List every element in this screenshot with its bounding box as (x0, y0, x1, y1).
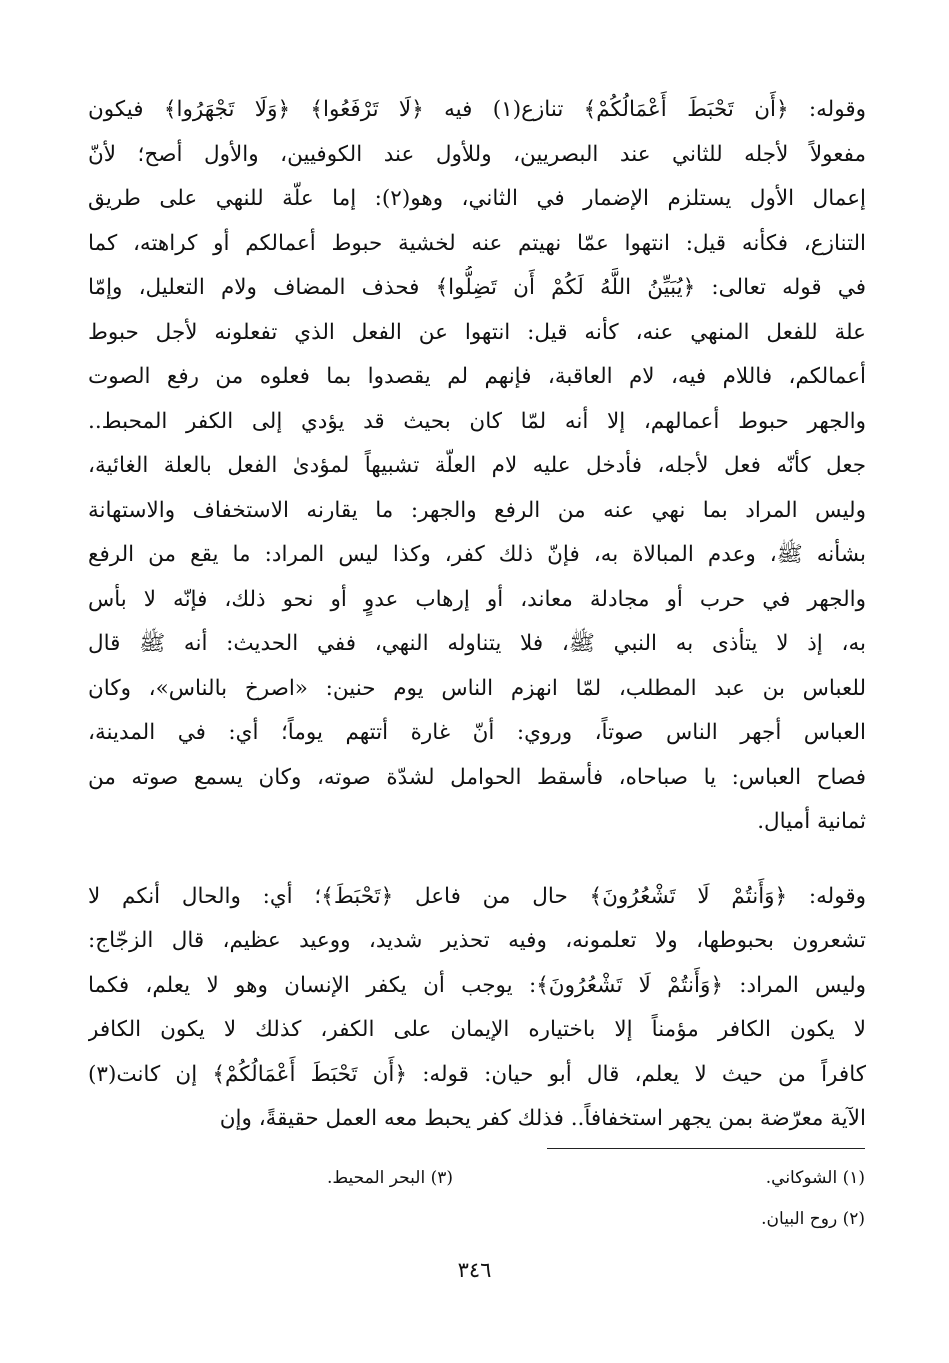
text-line: العباس أجهر الناس صوتاً، وروي: أنّ غارة أتتهم يوماً؛ أي: في المدينة، (88, 720, 866, 745)
text-line: تشعرون بحبوطها، ولا تعلمونه، وفيه تحذير شديد، ووعيد عظيم، قال الزجّاج: (88, 928, 866, 953)
footnote-3: (٣) البحر المحيط. (327, 1168, 453, 1188)
paragraph-1 (88, 88, 866, 845)
footnote-divider (547, 1148, 865, 1149)
text-line: وقوله: ﴿وَأَنتُمْ لَا تَشْعُرُونَ﴾ حال من فاعل ﴿تَحْبَطَ﴾؛ أي: والحال أنكم لا (88, 883, 866, 909)
text-line: في قوله تعالى: ﴿يُبَيِّنُ اللَّهُ لَكُمْ أَن تَضِلُّوا﴾ فحذف المضاف ولام التعليل، وإمّا (88, 275, 866, 300)
text-line: به، إذ لا يتأذى به النبي ﷺ، فلا يتناوله النهي، ففي الحديث: أنه ﷺ قال (88, 631, 866, 656)
text-line: وليس المراد بما نهي عنه من الرفع والجهر: ما يقارنه الاستخفاف والاستهانة (88, 497, 866, 523)
text-line: الآية معرّضة بمن يجهر استخفافاً.. فذلك كفر يحبط معه العمل حقيقةً، وإن (219, 1106, 866, 1131)
text-line: بشأنه ﷺ، وعدم المبالاة به، فإنّ ذلك كفر، وكذا ليس المراد: ما يقع من الرفع (88, 542, 866, 567)
text-line: وقوله: ﴿أَن تَحْبَطَ أَعْمَالُكُمْ﴾ تنازع(١) فيه ﴿لَا تَرْفَعُوا﴾ ﴿وَلَا تَجْهَرُوا﴾ فيكون (88, 97, 866, 122)
text-line: وليس المراد: ﴿وَأَنتُمْ لَا تَشْعُرُونَ﴾: يوجب أن يكفر الإنسان وهو لا يعلم، فكما (88, 972, 866, 998)
footnote-2: (٢) روح البيان. (761, 1209, 865, 1229)
text-line: التنازع، فكأنه قيل: انتهوا عمّا نهيتم عنه لخشية حبوط أعمالكم أو كراهته، كما (88, 230, 866, 256)
footnote-1: (١) الشوكاني. (765, 1168, 865, 1188)
text-line: جعل كأنّه فعل لأجله، فأدخل عليه لام العلّة تشبيهاً لمؤدىٰ الفعل بالعلة الغائية، (88, 453, 866, 478)
text-line: ثمانية أميال. (757, 809, 866, 834)
text-line: كافراً من حيث لا يعلم، قال أبو حيان: قوله: ﴿أَن تَحْبَطَ أَعْمَالُكُمْ﴾ إن كانت(٣) (88, 1061, 866, 1087)
text-line: أعمالكم، فاللام فيه، لام العاقبة، فإنهم لم يقصدوا بما فعلوه من رفع الصوت (88, 364, 866, 389)
page-body (88, 88, 866, 1348)
text-line: لا يكون الكافر مؤمناً إلا باختياره الإيمان على الكفر، كذلك لا يكون الكافر (88, 1017, 866, 1042)
text-line: والجهر حبوط أعمالهم، إلا أنه لمّا كان بحيث قد يؤدي إلى الكفر المحبط.. (88, 408, 866, 434)
text-line: فصاح العباس: يا صباحاه، فأسقط الحوامل لشدّة صوته، وكان يسمع صوته من (88, 764, 866, 790)
paragraph-2 (88, 875, 866, 1142)
text-line: إعمال الأول يستلزم الإضمار في الثاني، وهو(٢): إما علّة للنهي على طريق (88, 186, 866, 211)
text-line: والجهر في حرب أو مجادلة معاند، أو إرهاب عدوٍ أو نحو ذلك، فإنّه لا بأس (88, 586, 866, 612)
page-number: ٣٤٦ (457, 1258, 492, 1282)
text-line: مفعولاً لأجله للثاني عند البصريين، وللأول عند الكوفيين، والأول أصح؛ لأنّ (88, 141, 866, 167)
text-line: للعباس بن عبد المطلب، لمّا انهزم الناس يوم حنين: «اصرخ بالناس»، وكان (88, 675, 866, 701)
text-line: علة للفعل المنهي عنه، كأنه قيل: انتهوا عن الفعل الذي تفعلونه لأجل حبوط (88, 319, 866, 345)
